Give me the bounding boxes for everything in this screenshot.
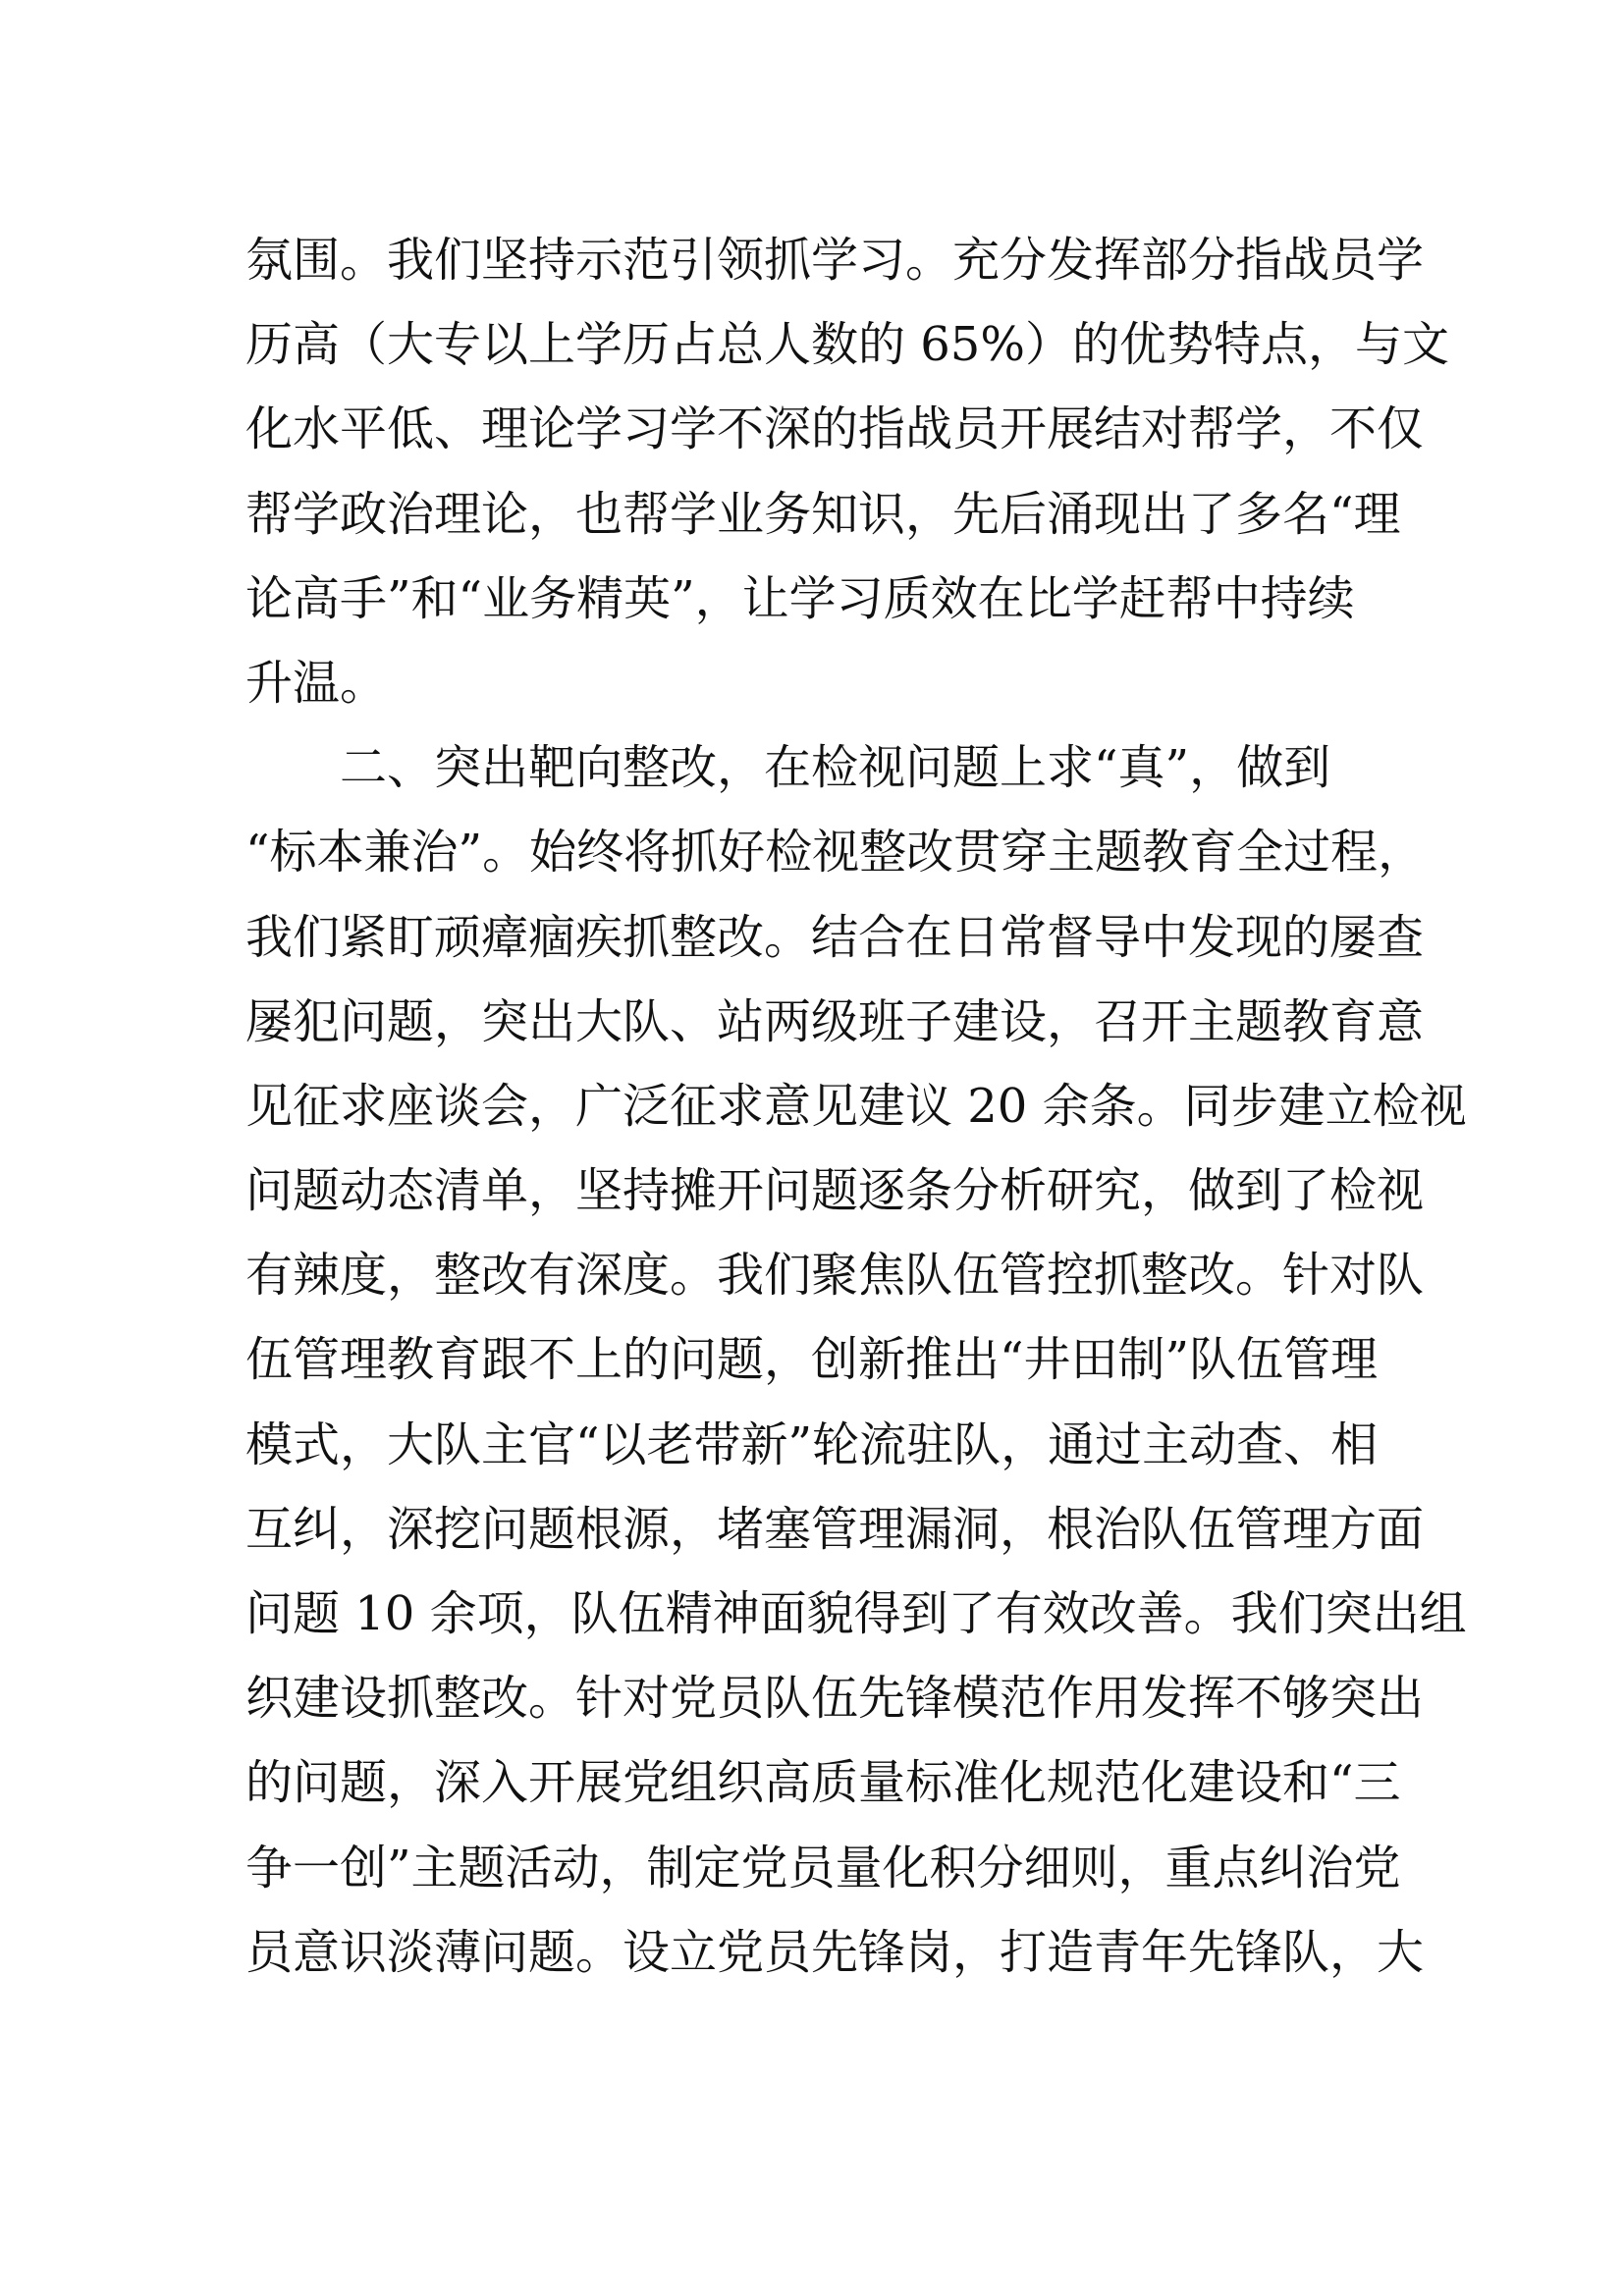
- text-line: 模式，大队主官“以老带新”轮流驻队，通过主动查、相: [245, 1416, 1379, 1472]
- text-line: 屡犯问题，突出大队、站两级班子建设，召开主题教育意: [245, 993, 1425, 1049]
- text-line: 问题 10 余项，队伍精神面貌得到了有效改善。我们突出组: [245, 1586, 1467, 1641]
- text-line: 化水平低、理论学习学不深的指战员开展结对帮学，不仅: [245, 401, 1425, 457]
- text-line: 有辣度，整改有深度。我们聚焦队伍管控抓整改。针对队: [245, 1248, 1425, 1304]
- text-line: 论高手”和“业务精英”，让学习质效在比学赶帮中持续: [245, 570, 1355, 626]
- text-line: 员意识淡薄问题。设立党员先锋岗，打造青年先锋队，大: [245, 1924, 1425, 1980]
- text-line: 历高（大专以上学历占总人数的 65%）的优势特点，与文: [245, 317, 1449, 373]
- text-line: 互纠，深挖问题根源，堵塞管理漏洞，根治队伍管理方面: [245, 1501, 1425, 1557]
- text-line: 争一创”主题活动，制定党员量化积分细则，重点纠治党: [245, 1840, 1401, 1896]
- text-line: 问题动态清单，坚持摊开问题逐条分析研究，做到了检视: [245, 1163, 1425, 1219]
- text-line: 见征求座谈会，广泛征求意见建议 20 余条。同步建立检视: [245, 1078, 1467, 1134]
- text-line: 织建设抓整改。针对党员队伍先锋模范作用发挥不够突出: [245, 1671, 1425, 1727]
- paragraph-2: [245, 725, 1467, 1995]
- paragraph-1: [245, 218, 1449, 725]
- text-line: 升温。: [245, 655, 388, 711]
- text-line: 的问题，深入开展党组织高质量标准化规范化建设和“三: [245, 1755, 1401, 1811]
- text-line: “标本兼治”。始终将抓好检视整改贯穿主题教育全过程，: [245, 825, 1426, 881]
- text-line: 伍管理教育跟不上的问题，创新推出“井田制”队伍管理: [245, 1332, 1379, 1388]
- document-body: [245, 218, 1467, 1995]
- text-line: 我们紧盯顽瘴痼疾抓整改。结合在日常督导中发现的屡查: [245, 909, 1425, 965]
- text-line: 帮学政治理论，也帮学业务知识，先后涌现出了多名“理: [245, 486, 1401, 542]
- section-heading-line: 二、突出靶向整改，在检视问题上求“真”，做到: [340, 740, 1331, 796]
- text-line: 氛围。我们坚持示范引领抓学习。充分发挥部分指战员学: [245, 233, 1425, 288]
